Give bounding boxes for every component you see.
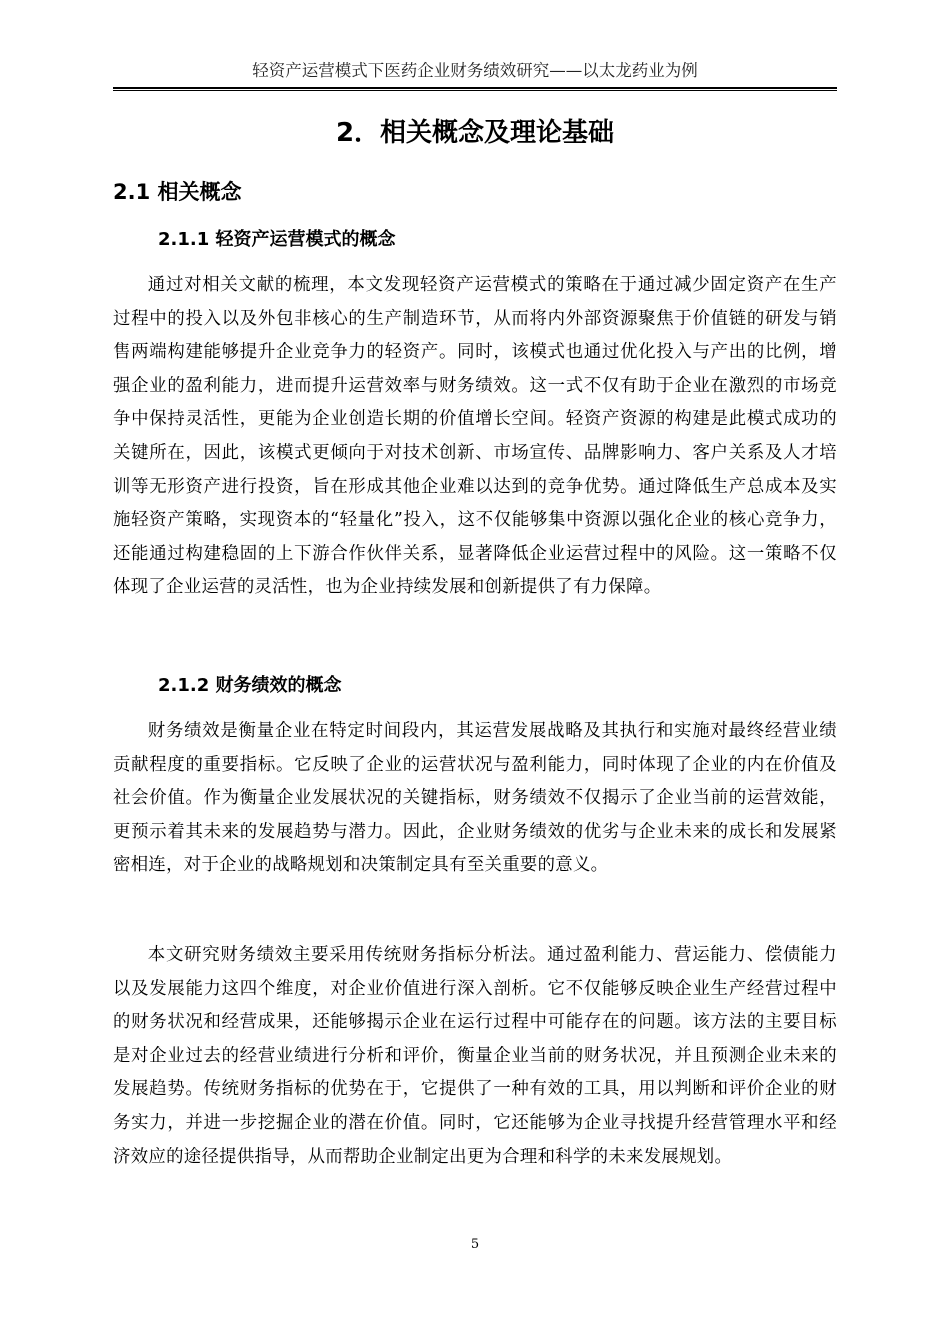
paragraph-financial-performance-definition: 财务绩效是衡量企业在特定时间段内，其运营发展战略及其执行和实施对最终经营业绩贡献程度的重要指标。它反映了企业的运营状况与盈利能力，同时体现了企业的内在价值及社会价值。作为衡量企业发展状况的关键指标，财务绩效不仅揭示了企业当前的运营效能，更预示着其未来的发展趋势与潜力。因此，企业财务绩效的优劣与企业未来的成长和发展紧密相连，对于企业的战略规划和决策制定具有至关重要的意义。 — [113, 721, 837, 876]
header-rule — [113, 87, 837, 91]
section-title: 2.1 相关概念 — [113, 180, 242, 204]
paragraph-financial-performance-method: 本文研究财务绩效主要采用传统财务指标分析法。通过盈利能力、营运能力、偿债能力以及发展能力这四个维度，对企业价值进行深入剖析。它不仅能够反映企业生产经营过程中的财务状况和经营成果，还能够揭示企业在运行过程中可能存在的问题。该方法的主要目标是对企业过去的经营业绩进行分析和评价，衡量企业当前的财务状况，并且预测企业未来的发展趋势。传统财务指标的优势在于，它提供了一种有效的工具，用以判断和评价企业的财务实力，并进一步挖掘企业的潜在价值。同时，它还能够为企业寻找提升经营管理水平和经济效应的途径提供指导，从而帮助企业制定出更为合理和科学的未来发展规划。 — [113, 945, 837, 1167]
paragraph-light-asset-model: 通过对相关文献的梳理，本文发现轻资产运营模式的策略在于通过减少固定资产在生产过程中的投入以及外包非核心的生产制造环节，从而将内外部资源聚焦于价值链的研发与销售两端构建能够提升企业竞争力的轻资产。同时，该模式也通过优化投入与产出的比例，增强企业的盈利能力，进而提升运营效率与财务绩效。这一式不仅有助于企业在激烈的市场竞争中保持灵活性，更能为企业创造长期的价值增长空间。轻资产资源的构建是此模式成功的关键所在，因此，该模式更倾向于对技术创新、市场宣传、品牌影响力、客户关系及人才培训等无形资产进行投资，旨在形成其他企业难以达到的竞争优势。通过降低生产总成本及实施轻资产策略，实现资本的“轻量化”投入，这不仅能够集中资源以强化企业的核心竞争力，还能通过构建稳固的上下游合作伙伴关系，显著降低企业运营过程中的风险。这一策略不仅体现了企业运营的灵活性，也为企业持续发展和创新提供了有力保障。 — [113, 275, 837, 598]
chapter-title: 2．相关概念及理论基础 — [335, 118, 615, 148]
page-number: 5 — [470, 1237, 480, 1252]
running-header: 轻资产运营模式下医药企业财务绩效研究——以太龙药业为例 — [252, 61, 698, 80]
subsection-title-light-asset-model: 2.1.1 轻资产运营模式的概念 — [158, 229, 396, 250]
subsection-title-financial-performance: 2.1.2 财务绩效的概念 — [158, 675, 342, 696]
